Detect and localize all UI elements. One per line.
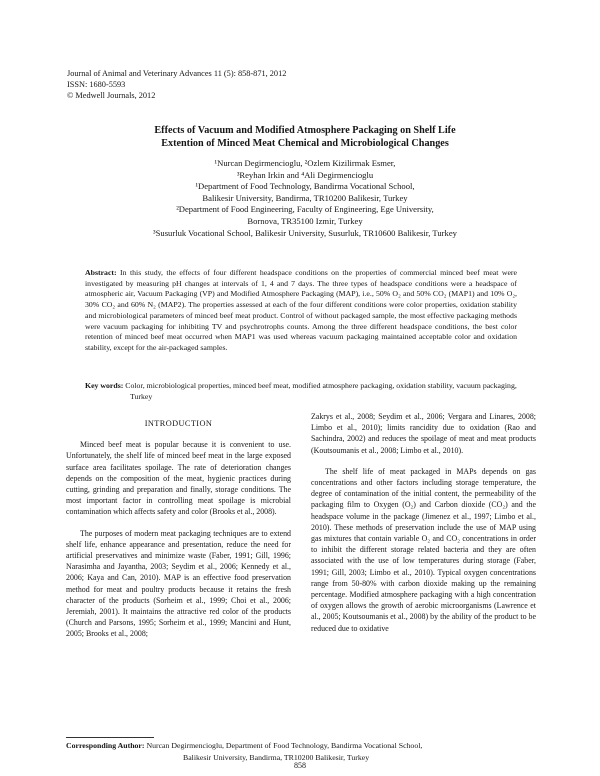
paper-title xyxy=(90,124,520,150)
journal-copyright: © Medwell Journals, 2012 xyxy=(67,91,156,101)
affiliation-3: ³Susurluk Vocational School, Balikesir University, Susurluk, TR10600 Balikesir, Turkey xyxy=(153,227,457,238)
corresponding-author xyxy=(66,740,536,763)
abstract xyxy=(85,268,517,354)
abstract-label: Abstract: xyxy=(85,268,117,277)
left-column xyxy=(66,414,291,650)
title-line-1: Effects of Vacuum and Modified Atmosphere Packaging on Shelf Life xyxy=(154,125,456,136)
title-line-2: Extention of Minced Meat Chemical and Microbiological Changes xyxy=(161,138,449,149)
section-heading-introduction: INTRODUCTION xyxy=(144,419,213,428)
keywords-label: Key words: xyxy=(85,381,124,390)
author-block xyxy=(70,158,540,239)
affiliation-2-line-1: ²Department of Food Engineering, Faculty of Engineering, Ege University, xyxy=(176,204,434,215)
affiliation-2-line-2: Bornova, TR35100 Izmir, Turkey xyxy=(247,215,363,226)
intro-paragraph-2: The purposes of modern meat packaging techniques are to extend shelf life, enhance appearance and presentation, reduce the need for artificial preservatives and minimize waste (Faber, 1991; Gill, 1996; Narasimha and Jayantha, 2003; Seydim et al., 2006; Kennedy et al., 2006; Kaya and Can, 2010). MAP is an effective food preservation method for meat and poultry products because it retains the fresh character of the products (Sorheim et al., 1999; Choi et al., 2006; Jeremiah, 2001). It maintains the attractive red color of the products (Church and Parsons, 1995; Sorheim et al., 1999; Mancini and Hunt, 2005; Brooks et al., 2008; xyxy=(66,528,291,639)
keywords xyxy=(85,381,517,402)
journal-issn: ISSN: 1680-5593 xyxy=(67,80,126,90)
keywords-text: Color, microbiological properties, minced beef meat, modified atmosphere packaging, oxidation stability, vacuum packaging, Turkey xyxy=(125,381,517,401)
abstract-text: In this study, the effects of four different headspace conditions on the properties of commercial minced beef meat were investigated by measuring pH changes at intervals of 1, 4 and 7 days. The three types of headspace conditions were a headspace of atmospheric air, Vacuum Packaging (VP) and Modified Atmosphere Packaging (MAP), i.e., 50% O₂ and 50% CO₂ (MAP1) and 10% O₂, 30% CO₂ and 60% N₂ (MAP2). The properties assessed at each of the four different conditions were color properties, oxidation stability and microbiological parameters of minced beef meat product. Control of without packaged sample, the most effective packaging methods were vacuum packaging for inhibiting TV and psychrotrophs counts. Among the three different headspace conditions, the best color retention of minced beef meat occurred when MAP1 was used whereas vacuum packaging maintained acceptable color and oxidation stability, except for the air-packaged samples. xyxy=(85,268,517,352)
footnote-rule xyxy=(66,737,154,738)
intro-paragraph-1: Minced beef meat is popular because it is convenient to use. Unfortunately, the shelf life of minced beef meat in the large exposed surface area facilitates spoilage. The rate of deterioration changes depends on the composition of the meat, hygienic practices during cutting, grinding and preparation and finally, storage conditions. The most important factor in controlling meat spoilage is microbial contamination which affects safety and color (Brooks et al., 2008). xyxy=(66,440,291,517)
corresponding-label: Corresponding Author: xyxy=(66,741,145,750)
right-column xyxy=(311,411,536,644)
journal-citation: Journal of Animal and Veterinary Advances 11 (5): 858-871, 2012 xyxy=(67,69,287,78)
authors-line-1: ¹Nurcan Degirmencioglu, ²Ozlem Kizilirmak Esmer, xyxy=(214,158,396,168)
affiliation-1-line-2: Balikesir University, Bandirma, TR10200 Balikesir, Turkey xyxy=(202,192,408,203)
affiliation-1-line-1: ¹Department of Food Technology, Bandirma Vocational School, xyxy=(195,181,415,192)
page-number: 858 xyxy=(294,761,306,770)
journal-header xyxy=(67,68,367,102)
intro-paragraph-3: Zakrys et al., 2008; Seydim et al., 2006; Vergara and Linares, 2008; Limbo et al., 2010); limits rancidity due to oxidation (Rao and Sachindra, 2002) and reduces the spoilage of meat and meat products (Koutsoumanis et al., 2008; Limbo et al., 2010). xyxy=(311,412,536,455)
corresponding-line-2: Balikesir University, Bandirma, TR10200 Balikesir, Turkey xyxy=(183,752,370,762)
authors-line-2: ³Reyhan Irkin and ⁴Ali Degirmencioglu xyxy=(236,169,374,180)
intro-paragraph-4: The shelf life of meat packaged in MAPs depends on gas concentrations and other factors including storage temperature, the degree of contamination of the initial content, the permeability of the packaging film to Oxygen (O₂) and Carbon dioxide (CO₂) and the headspace volume in the package (Jimenez et al., 1997; Limbo et al., 2010). These methods of preservation include the use of MAP using gas mixtures that contain variable O₂ and CO₂ concentrations in order to inhibit the different storage related bacteria and they are often associated with the use of low temperatures during storage (Faber, 1991; Gill, 2003; Limbo et al., 2010). Typical oxygen concentrations range from 50-80% with carbon dioxide making up the remaining percentage. Modified atmosphere packaging with a high concentration of oxygen allows the growth of aerobic microorganisms (Lawrence et al., 2005; Koutsoumanis et al., 2008) by the ability of the product to be reduced due to oxidative xyxy=(311,466,536,633)
corresponding-line-1: Nurcan Degirmencioglu, Department of Food Technology, Bandirma Vocational School, xyxy=(146,741,423,750)
